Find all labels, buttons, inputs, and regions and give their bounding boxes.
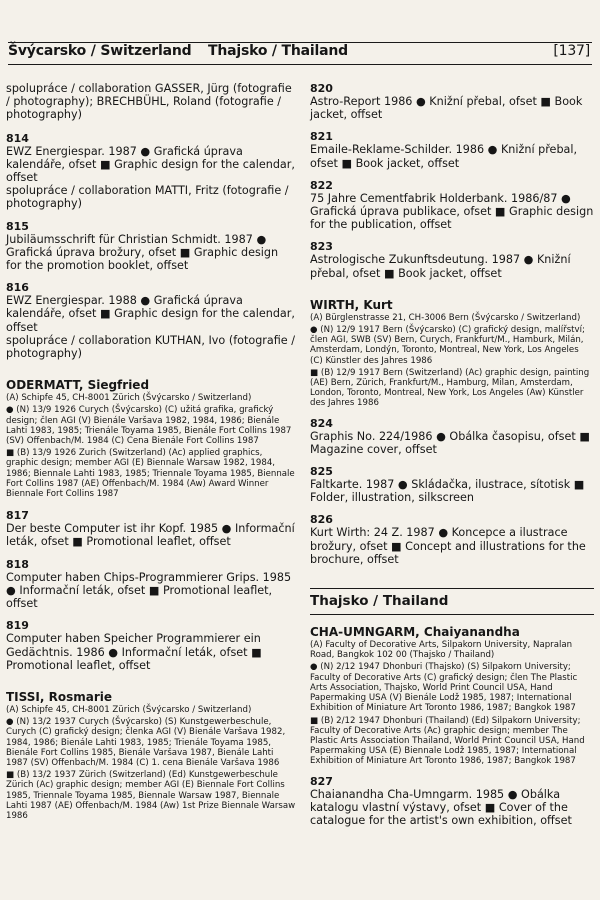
header-bottom-rule bbox=[8, 64, 592, 65]
artist-address: (A) Faculty of Decorative Arts, Silpakorn University, Napralan Road, Bangkok 102 00 (Thajsko / Thailand) bbox=[310, 640, 573, 661]
artist-name: TISSI, Rosmarie bbox=[6, 689, 112, 704]
left-column bbox=[6, 82, 296, 823]
entry-number: 817 bbox=[6, 509, 29, 523]
artist-bio-czech: ● (N) 2/12 1947 Dhonburi (Thajsko) (S) Silpakorn University; Faculty of Decorative Arts (C) grafický design; člen The Plastic Arts Association, Thajsko, World Print Council USA, Hand Papermaking USA (V) Bienále Lodž 1985, 1987; International Exhibition of Miniature Art Toronto 1986, 1987; Bangkok 1987 bbox=[310, 662, 578, 714]
entry-text: Computer haben Chips-Programmierer Grips. 1985 ● Informační leták, ofset ■ Promotional leaflet, offset bbox=[6, 570, 292, 611]
entry-number: 814 bbox=[6, 131, 29, 145]
entry-text: EWZ Energiespar. 1988 ● Grafická úprava kalendáře, ofset ■ Graphic design for the calendar, offset bbox=[6, 294, 295, 334]
entry-collaboration: spolupráce / collaboration MATTI, Fritz (fotografie / photography) bbox=[6, 184, 289, 211]
artist-bio-english: ■ (B) 13/2 1937 Zürich (Switzerland) (Ed) Kunstgewerbeschule Zürich (Ac) graphic design; member AGI (E) Biennale Fort Collins 1985, Triennale Toyama 1985, Biennale Warsaw 1987, Biennale Lahti 1987 (AE) Offenbach/M. 1984 (Aw) 1st Prize Biennale Warsaw 1986 bbox=[6, 770, 296, 821]
catalogue-entry bbox=[6, 619, 296, 672]
entry-text: EWZ Energiespar. 1987 ● Grafická úprava kalendáře, ofset ■ Graphic design for the calendar, offset bbox=[6, 144, 295, 185]
catalogue-entry bbox=[310, 417, 594, 456]
catalogue-entry bbox=[6, 132, 296, 211]
entry-text: Emaile-Reklame-Schilder. 1986 ● Knižní přebal, ofset ■ Book jacket, offset bbox=[310, 143, 578, 170]
catalogue-entry bbox=[6, 220, 296, 273]
continued-text: spolupráce / collaboration GASSER, Jürg (fotografie / photography); BRECHBÜHL, Roland (fotografie / photography) bbox=[6, 82, 292, 122]
entry-text: Computer haben Speicher Programmierer ein Gedächtnis. 1986 ● Informační leták, ofset ■ Promotional leaflet, offset bbox=[6, 632, 262, 672]
entry-number: 816 bbox=[6, 281, 29, 295]
artist-bio-czech: ● (N) 13/2 1937 Curych (Švýcarsko) (S) Kunstgewerbeschule, Curych (C) grafický design; členka AGI (V) Bienále Varšava 1982, 1984, 1986; Bienále Lahti 1983, 1985; Trienále Toyama 1985, Bienále Fort Collins 1985, Bienále Varšava 1987, Bienále Lahti 1987 (SV) Offenbach/M. 1984 (C) 1. cena Bienále Varšava 1986 bbox=[6, 717, 286, 768]
catalogue-entry bbox=[310, 130, 594, 169]
artist-bio-czech: ● (N) 12/9 1917 Bern (Švýcarsko) (C) grafický design, malířství; člen AGI, SWB (SV) Bern, Curych, Frankfurt/M., Hamburk, Milán, Amsterdam, Londýn, Toronto, Montreal, New York, Los Angeles (C) Künstler des Jahres 1986 bbox=[310, 325, 585, 366]
catalogue-entry bbox=[310, 465, 594, 504]
entry-text: Kurt Wirth: 24 Z. 1987 ● Koncepce a ilustrace brožury, ofset ■ Concept and illustrations for the brochure, offset bbox=[310, 526, 586, 566]
entry-text: Chaianandha Cha-Umngarm. 1985 ● Obálka katalogu vlastní výstavy, ofset ■ Cover of the catalogue for the artist's own exhibition, offset bbox=[310, 787, 572, 827]
header-country-right: Thajsko / Thailand bbox=[208, 43, 348, 59]
page-number: [137] bbox=[553, 43, 590, 59]
entry-number: 823 bbox=[310, 240, 333, 254]
artist-bio-english: ■ (B) 13/9 1926 Zurich (Switzerland) (Ac) applied graphics, graphic design; member AGI (E) Biennale Warsaw 1982, 1984, 1986; Biennale Lahti 1983, 1985; Triennale Toyama 1985, Biennale Fort Collins 1987 (AE) Offenbach/M. 1984 (Aw) Award Winner Biennale Fort Collins 1987 bbox=[6, 448, 295, 500]
entry-text: Faltkarte. 1987 ● Skládačka, ilustrace, sítotisk ■ Folder, illustration, silkscreen bbox=[310, 478, 585, 505]
page-header bbox=[0, 30, 600, 62]
entry-number: 825 bbox=[310, 465, 333, 479]
artist-address: (A) Schipfe 45, CH-8001 Zürich (Švýcarsko / Switzerland) bbox=[6, 704, 252, 715]
entry-text: Astrologische Zukunftsdeutung. 1987 ● Knižní přebal, ofset ■ Book jacket, offset bbox=[310, 253, 571, 280]
artist-name: CHA-UMNGARM, Chaiyanandha bbox=[310, 625, 520, 640]
entry-number: 819 bbox=[6, 619, 29, 633]
catalogue-entry bbox=[310, 775, 594, 828]
entry-text: Astro-Report 1986 ● Knižní přebal, ofset ■ Book jacket, offset bbox=[310, 95, 583, 122]
catalogue-entry bbox=[6, 509, 296, 548]
entry-number: 826 bbox=[310, 513, 333, 527]
catalogue-entry bbox=[310, 82, 594, 121]
entry-text: 75 Jahre Cementfabrik Holderbank. 1986/87 ● Grafická úprava publikace, ofset ■ Graphic design for the publication, offset bbox=[310, 191, 594, 232]
entry-text: Jubiläumsschrift für Christian Schmidt. 1987 ● Grafická úprava brožury, ofset ■ Graphic design for the promotion booklet, offset bbox=[6, 232, 279, 273]
entry-number: 815 bbox=[6, 219, 29, 233]
entry-collaboration: spolupráce / collaboration KUTHAN, Ivo (fotografie / photography) bbox=[6, 333, 296, 361]
artist-address: (A) Schipfe 45, CH-8001 Zürich (Švýcarsko / Switzerland) bbox=[6, 393, 252, 404]
entry-number: 827 bbox=[310, 774, 333, 788]
artist-bio-english: ■ (B) 2/12 1947 Dhonburi (Thailand) (Ed) Silpakorn University; Faculty of Decorative Arts (Ac) graphic design; member The Plastic Arts Association Thailand, World Print Council USA, Hand Papermaking USA (E) Biennale Lodž 1985, 1987; International Exhibition of Miniature Art Toronto 1986, 1987; Bangkok 1987 bbox=[310, 715, 585, 767]
catalogue-entry bbox=[310, 240, 594, 279]
entry-number: 820 bbox=[310, 82, 333, 95]
catalogue-entry bbox=[6, 558, 296, 611]
right-column bbox=[310, 82, 594, 836]
artist-name: ODERMATT, Siegfried bbox=[6, 378, 150, 393]
artist-address: (A) Bürglenstrasse 21, CH-3006 Bern (Švýcarsko / Switzerland) bbox=[310, 312, 581, 323]
entry-number: 818 bbox=[6, 557, 29, 571]
entry-text: Graphis No. 224/1986 ● Obálka časopisu, ofset ■ Magazine cover, offset bbox=[310, 429, 590, 456]
entry-number: 821 bbox=[310, 130, 333, 144]
entry-number: 824 bbox=[310, 416, 333, 430]
section-heading: Thajsko / Thailand bbox=[310, 588, 594, 615]
artist-name: WIRTH, Kurt bbox=[310, 297, 393, 312]
entry-text: Der beste Computer ist ihr Kopf. 1985 ● Informační leták, ofset ■ Promotional leaflet, offset bbox=[6, 522, 295, 549]
catalogue-entry bbox=[6, 281, 296, 360]
catalogue-entry bbox=[310, 513, 594, 566]
entry-number: 822 bbox=[310, 178, 333, 192]
artist-bio-english: ■ (B) 12/9 1917 Bern (Switzerland) (Ac) graphic design, painting (AE) Bern, Zürich, Frankfurt/M., Hamburg, Milan, Amsterdam, London, Toronto, Montreal, New York, Los Angeles (Aw) Künstler des Jahres 1986 bbox=[310, 367, 590, 409]
header-country-left: Švýcarsko / Switzerland bbox=[8, 43, 192, 59]
catalogue-entry bbox=[310, 179, 594, 232]
artist-bio-czech: ● (N) 13/9 1926 Curych (Švýcarsko) (C) užitá grafika, grafický design; člen AGI (V) Bienále Varšava 1982, 1984, 1986; Bienále Lahti 1983, 1985; Trienále Toyama 1985, Bienále Fort Collins 1987 (SV) Offenbach/M. 1984 (C) Cena Bienále Fort Collins 1987 bbox=[6, 405, 292, 447]
